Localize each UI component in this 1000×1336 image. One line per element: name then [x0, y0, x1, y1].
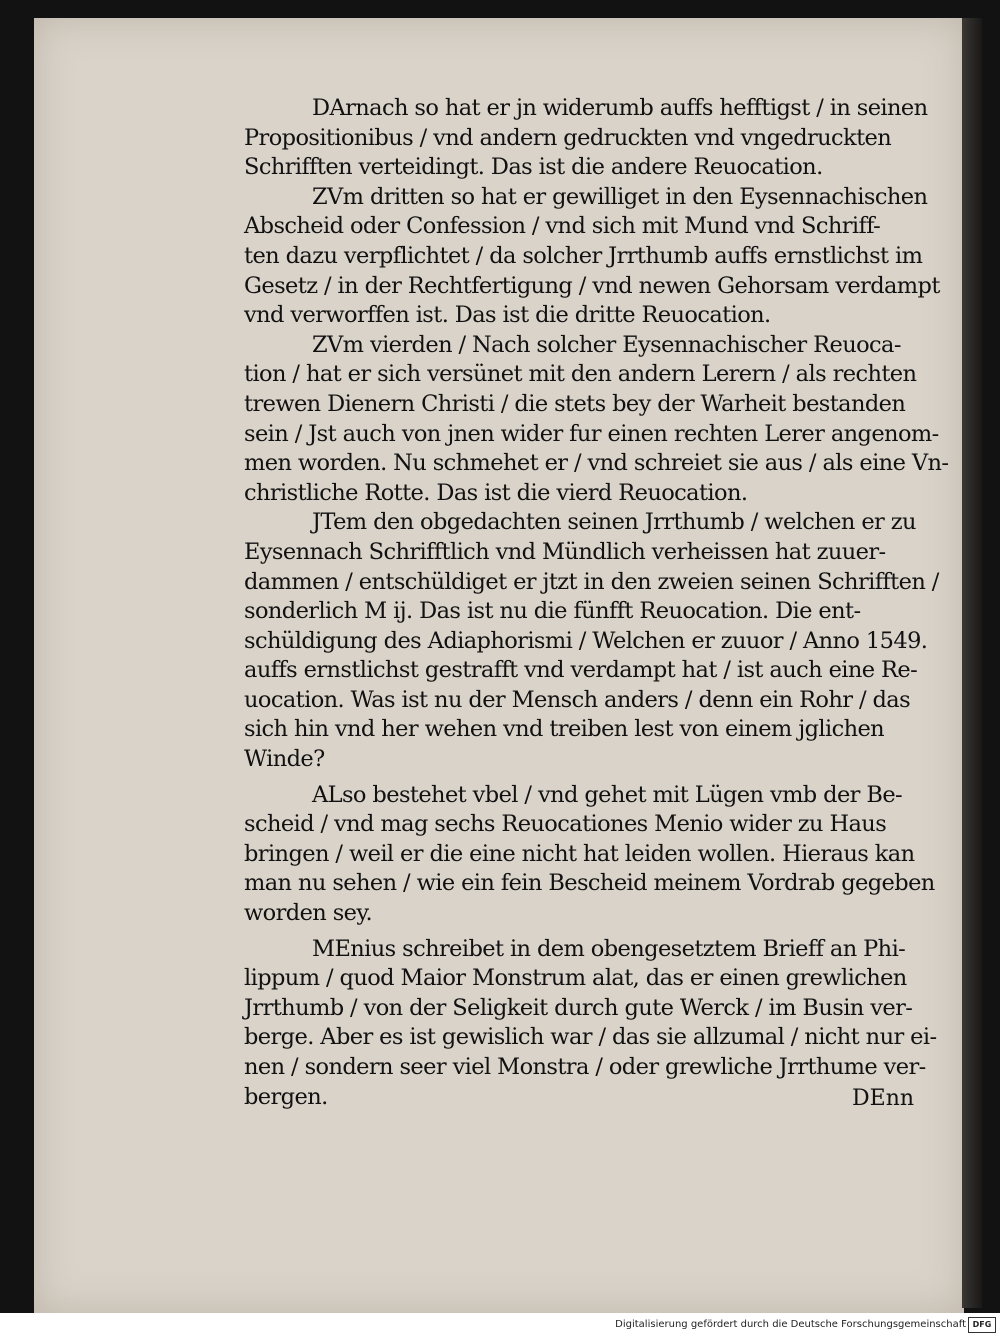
text-line: man nu sehen / wie ein fein Bescheid meinem Vordrab gegeben: [244, 870, 935, 897]
text-line: lippum / quod Maior Monstrum alat, das er einen grewlichen: [244, 965, 907, 992]
text-line: Eysennach Schrifftlich vnd Mündlich verheissen hat zuuer-: [244, 538, 886, 565]
text-line: sich hin vnd her wehen vnd treiben lest von einem jglichen: [244, 716, 885, 743]
text-line: Jrrthumb / von der Seligkeit durch gute Werck / im Busin ver-: [244, 994, 913, 1021]
text-line: christliche Rotte. Das ist die vierd Reuocation.: [244, 479, 748, 506]
funding-notice: Digitalisierung gefördert durch die Deutsche Forschungsgemeinschaft: [615, 1319, 966, 1330]
text-line: scheid / vnd mag sechs Reuocationes Menio wider zu Haus: [244, 811, 887, 838]
text-line: nen / sondern seer viel Monstra / oder grewliche Jrrthume ver-: [244, 1054, 926, 1080]
text-line: sein / Jst auch von jnen wider fur einen rechten Lerer angenom-: [244, 420, 939, 447]
text-line: ALso bestehet vbel / vnd gehet mit Lügen vmb der Be-: [312, 781, 903, 808]
text-line: ZVm dritten so hat er gewilliget in den Eysennachischen: [312, 183, 928, 210]
text-line: dammen / entschüldiget er jtzt in den zweien seinen Schrifften /: [244, 568, 939, 595]
text-line: Winde?: [244, 746, 325, 773]
text-line: Schrifften verteidingt. Das ist die andere Reuocation.: [244, 154, 823, 181]
page-text: [244, 94, 954, 1112]
text-line: Abscheid oder Confession / vnd sich mit Mund vnd Schriff-: [244, 213, 881, 240]
text-line: sonderlich M ij. Das ist nu die fünfft Reuocation. Die ent-: [244, 598, 861, 625]
dfg-logo: DFG: [968, 1317, 996, 1333]
text-line: vnd verworffen ist. Das ist die dritte Reuocation.: [244, 302, 771, 329]
footer-bar: [0, 1313, 1000, 1336]
text-line: worden sey.: [244, 900, 373, 927]
text-line: ZVm vierden / Nach solcher Eysennachischer Reuoca-: [312, 331, 901, 358]
text-line: bergen.: [244, 1083, 328, 1110]
text-line: schüldigung des Adiaphorismi / Welchen er zuuor / Anno 1549.: [244, 627, 928, 654]
text-line: men worden. Nu schmehet er / vnd schreiet sie aus / als eine Vn-: [244, 450, 949, 477]
text-line: berge. Aber es ist gewislich war / das sie allzumal / nicht nur ei-: [244, 1024, 937, 1051]
text-line: bringen / weil er die eine nicht hat leiden wollen. Hieraus kan: [244, 840, 915, 867]
text-line: JTem den obgedachten seinen Jrrthumb / welchen er zu: [312, 509, 916, 536]
text-line: DArnach so hat er jn widerumb auffs hefftigst / in seinen: [312, 95, 928, 121]
page-edge: [962, 18, 982, 1308]
text-line: tion / hat er sich versünet mit den andern Lerern / als rechten: [244, 361, 917, 388]
text-line: trewen Dienern Christi / die stets bey der Warheit bestanden: [244, 390, 906, 417]
catchword: DEnn: [852, 1086, 915, 1111]
text-line: Gesetz / in der Rechtfertigung / vnd newen Gehorsam verdampt: [244, 272, 940, 299]
text-line: uocation. Was ist nu der Mensch anders / denn ein Rohr / das: [244, 686, 911, 713]
text-line: auffs ernstlichst gestrafft vnd verdampt hat / ist auch eine Re-: [244, 657, 918, 684]
text-line: ten dazu verpflichtet / da solcher Jrrthumb auffs ernstlichst im: [244, 242, 923, 269]
text-line: MEnius schreibet in dem obengesetztem Brieff an Phi-: [312, 935, 906, 962]
text-line: Propositionibus / vnd andern gedruckten vnd vngedruckten: [244, 124, 892, 151]
